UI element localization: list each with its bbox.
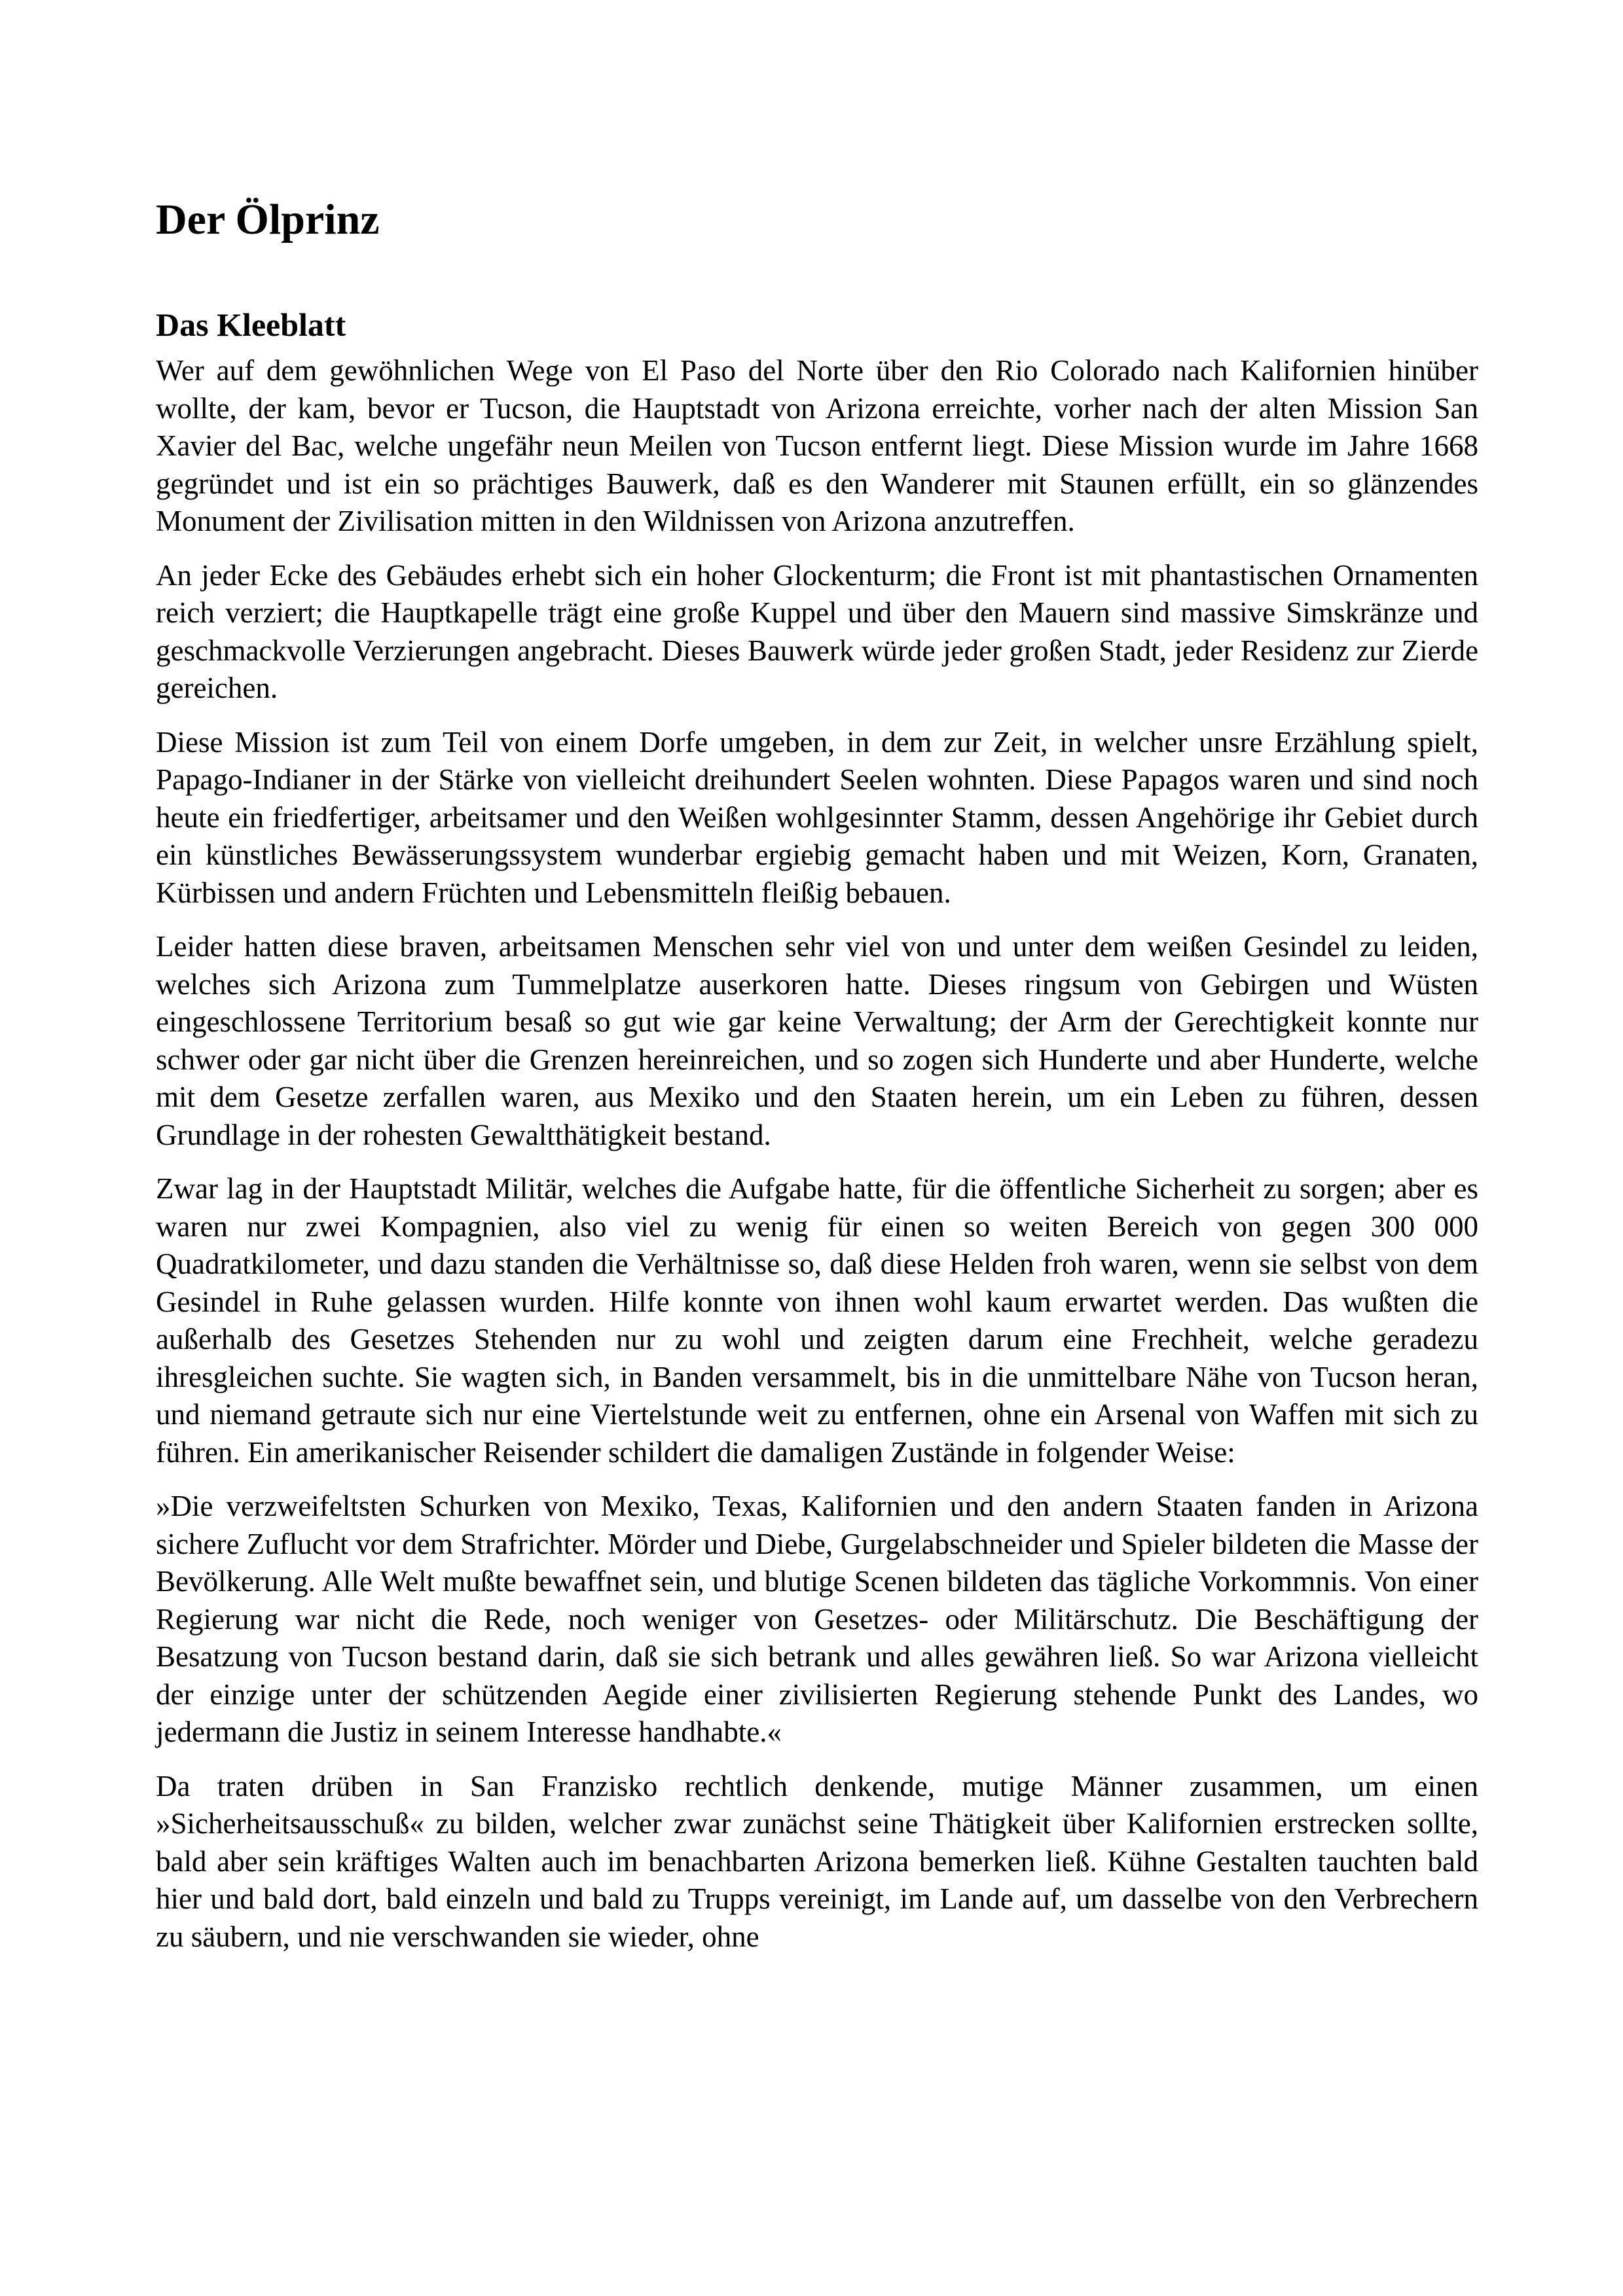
paragraph: Leider hatten diese braven, arbeitsamen Menschen sehr viel von und unter dem weißen Gesindel zu leiden, welches sich Arizona zum Tummelplatze auserkoren hatte. Dieses ringsum von Gebirgen und Wüsten eingeschlossene Territorium besaß so gut wie gar keine Verwaltung; der Arm der Gerechtigkeit konnte nur schwer oder gar nicht über die Grenzen hereinreichen, und so zogen sich Hunderte und aber Hunderte, welche mit dem Gesetze zerfallen waren, aus Mexiko und den Staaten herein, um ein Leben zu führen, dessen Grundlage in der rohesten Gewaltthätigkeit bestand. xyxy=(156,930,1478,1151)
paragraph: Zwar lag in der Hauptstadt Militär, welches die Aufgabe hatte, für die öffentliche Sicherheit zu sorgen; aber es waren nur zwei Kompagnien, also viel zu wenig für einen so weiten Bereich von gegen 300 000 Quadratkilometer, und dazu standen die Verhältnisse so, daß diese Helden froh waren, wenn sie selbst von dem Gesindel in Ruhe gelassen wurden. Hilfe konnte von ihnen wohl kaum erwartet werden. Das wußten die außerhalb des Gesetzes Stehenden nur zu wohl und zeigten darum eine Frechheit, welche geradezu ihresgleichen suchte. Sie wagten sich, in Banden versammelt, bis in die unmittelbare Nähe von Tucson heran, und niemand getraute sich nur eine Viertelstunde weit zu entfernen, ohne ein Arsenal von Waffen mit sich zu führen. Ein amerikanischer Reisender schildert die damaligen Zustände in folgender Weise: xyxy=(156,1172,1478,1469)
paragraph: Da traten drüben in San Franzisko rechtlich denkende, mutige Männer zusammen, um einen »Sicherheitsausschuß« zu bilden, welcher zwar zunächst seine Thätigkeit über Kalifornien erstrecken sollte, bald aber sein kräftiges Walten auch im benachbarten Arizona bemerken ließ. Kühne Gestalten tauchten bald hier und bald dort, bald einzeln und bald zu Trupps vereinigt, im Lande auf, um dasselbe von den Verbrechern zu säubern, und nie verschwanden sie wieder, ohne xyxy=(156,1769,1478,1953)
paragraph: »Die verzweifeltsten Schurken von Mexiko, Texas, Kalifornien und den andern Staaten fanden in Arizona sichere Zuflucht vor dem Strafrichter. Mörder und Diebe, Gurgelabschneider und Spieler bildeten die Masse der Bevölkerung. Alle Welt mußte bewaffnet sein, und blutige Scenen bildeten das tägliche Vorkommnis. Von einer Regierung war nicht die Rede, noch weniger von Gesetzes- oder Militärschutz. Die Beschäftigung der Besatzung von Tucson bestand darin, daß sie sich betrank und alles gewähren ließ. So war Arizona vielleicht der einzige unter der schützenden Aegide einer zivilisierten Regierung stehende Punkt des Landes, wo jedermann die Justiz in seinem Interesse handhabte.« xyxy=(156,1490,1478,1749)
paragraph: An jeder Ecke des Gebäudes erhebt sich ein hoher Glockenturm; die Front ist mit phantastischen Ornamenten reich verziert; die Hauptkapelle trägt eine große Kuppel und über den Mauern sind massive Simskränze und geschmackvolle Verzierungen angebracht. Dieses Bauwerk würde jeder großen Stadt, jeder Residenz zur Zierde gereichen. xyxy=(156,558,1478,705)
paragraph: Diese Mission ist zum Teil von einem Dorfe umgeben, in dem zur Zeit, in welcher unsre Erzählung spielt, Papago-Indianer in der Stärke von vielleicht dreihundert Seelen wohnten. Diese Papagos waren und sind noch heute ein friedfertiger, arbeitsamer und den Weißen wohlgesinnter Stamm, dessen Angehörige ihr Gebiet durch ein künstliches Bewässerungssystem wunderbar ergiebig gemacht haben und mit Weizen, Korn, Granaten, Kürbissen und andern Früchten und Lebensmitteln fleißig bebauen. xyxy=(156,725,1478,909)
document-page xyxy=(156,194,1478,1972)
document-title: Der Ölprinz xyxy=(156,196,380,243)
chapter-title: Das Kleeblatt xyxy=(156,306,346,344)
paragraph: Wer auf dem gewöhnlichen Wege von El Paso del Norte über den Rio Colorado nach Kalifornien hinüber wollte, der kam, bevor er Tucson, die Hauptstadt von Arizona erreichte, vorher nach der alten Mission San Xavier del Bac, welche ungefähr neun Meilen von Tucson entfernt liegt. Diese Mission wurde im Jahre 1668 gegründet und ist ein so prächtiges Bauwerk, daß es den Wanderer mit Staunen erfüllt, ein so glänzendes Monument der Zivilisation mitten in den Wildnissen von Arizona anzutreffen. xyxy=(156,354,1478,538)
body-text xyxy=(156,352,1478,1956)
